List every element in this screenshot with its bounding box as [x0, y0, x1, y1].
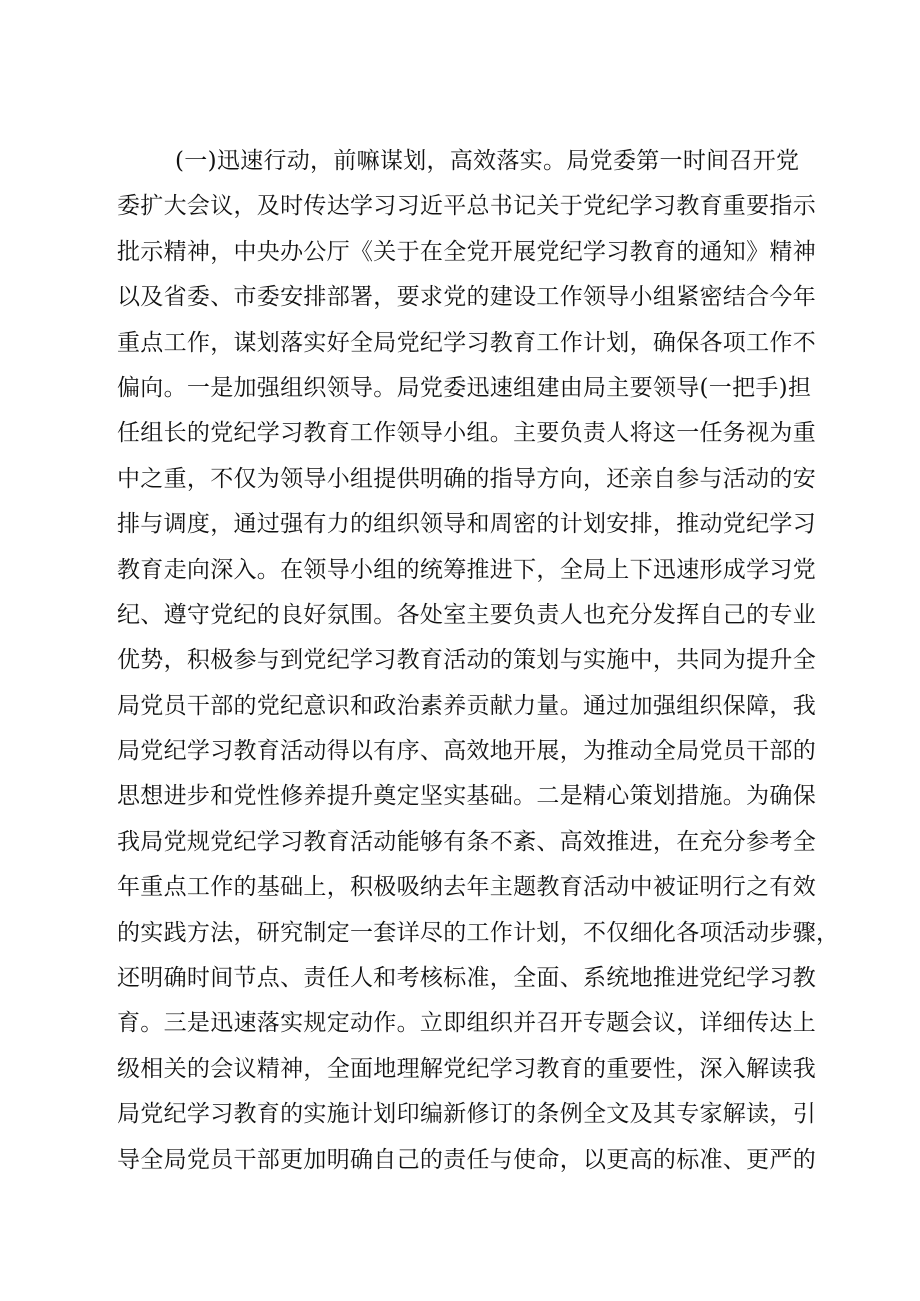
- body-paragraph: [117, 139, 840, 1183]
- paragraph-line: 导全局党员干部更加明确自己的责任与使命，以更高的标准、更严的: [117, 1146, 816, 1173]
- paragraph-line: 年重点工作的基础上，积极吸纳去年主题教育活动中被证明行之有效: [117, 874, 816, 901]
- paragraph-line: 教育走向深入。在领导小组的统筹推进下，全局上下迅速形成学习党: [117, 556, 816, 583]
- paragraph-line: 级相关的会议精神，全面地理解党纪学习教育的重要性，深入解读我: [117, 1055, 816, 1082]
- paragraph-line: 局党纪学习教育活动得以有序、高效地开展，为推动全局党员干部的: [117, 738, 816, 765]
- paragraph-line: 批示精神，中央办公厅《关于在全党开展党纪学习教育的通知》精神: [117, 238, 816, 265]
- paragraph-line: 还明确时间节点、责任人和考核标准，全面、系统地推进党纪学习教: [117, 965, 816, 992]
- paragraph-line: 我局党规党纪学习教育活动能够有条不紊、高效推进，在充分参考全: [117, 828, 816, 855]
- paragraph-line: 局党纪学习教育的实施计划印编新修订的条例全文及其专家解读，引: [117, 1101, 816, 1128]
- paragraph-line: 重点工作，谋划落实好全局党纪学习教育工作计划，确保各项工作不: [117, 329, 816, 356]
- paragraph-line: 任组长的党纪学习教育工作领导小组。主要负责人将这一任务视为重: [117, 420, 816, 447]
- paragraph-line: 偏向。一是加强组织领导。局党委迅速组建由局主要领导(一把手)担: [117, 374, 812, 401]
- paragraph-line: 的实践方法，研究制定一套详尽的工作计划，不仅细化各项活动步骤，: [117, 919, 840, 946]
- paragraph-line: 思想进步和党性修养提升奠定坚实基础。二是精心策划措施。为确保: [117, 783, 816, 810]
- paragraph-line: 纪、遵守党纪的良好氛围。各处室主要负责人也充分发挥自己的专业: [117, 601, 816, 628]
- paragraph-line: 排与调度，通过强有力的组织领导和周密的计划安排，推动党纪学习: [117, 511, 816, 538]
- paragraph-line: 优势，积极参与到党纪学习教育活动的策划与实施中，共同为提升全: [117, 647, 816, 674]
- paragraph-line: 中之重，不仅为领导小组提供明确的指导方向，还亲自参与活动的安: [117, 465, 816, 492]
- paragraph-line: 育。三是迅速落实规定动作。立即组织并召开专题会议，详细传达上: [117, 1010, 816, 1037]
- paragraph-line: 局党员干部的党纪意识和政治素养贡献力量。通过加强组织保障，我: [117, 692, 816, 719]
- paragraph-line: 以及省委、市委安排部署，要求党的建设工作领导小组紧密结合今年: [117, 284, 816, 311]
- paragraph-line: (一)迅速行动，前嘛谋划，高效落实。局党委第一时间召开党: [175, 148, 800, 174]
- paragraph-line: 委扩大会议，及时传达学习习近平总书记关于党纪学习教育重要指示: [117, 193, 816, 220]
